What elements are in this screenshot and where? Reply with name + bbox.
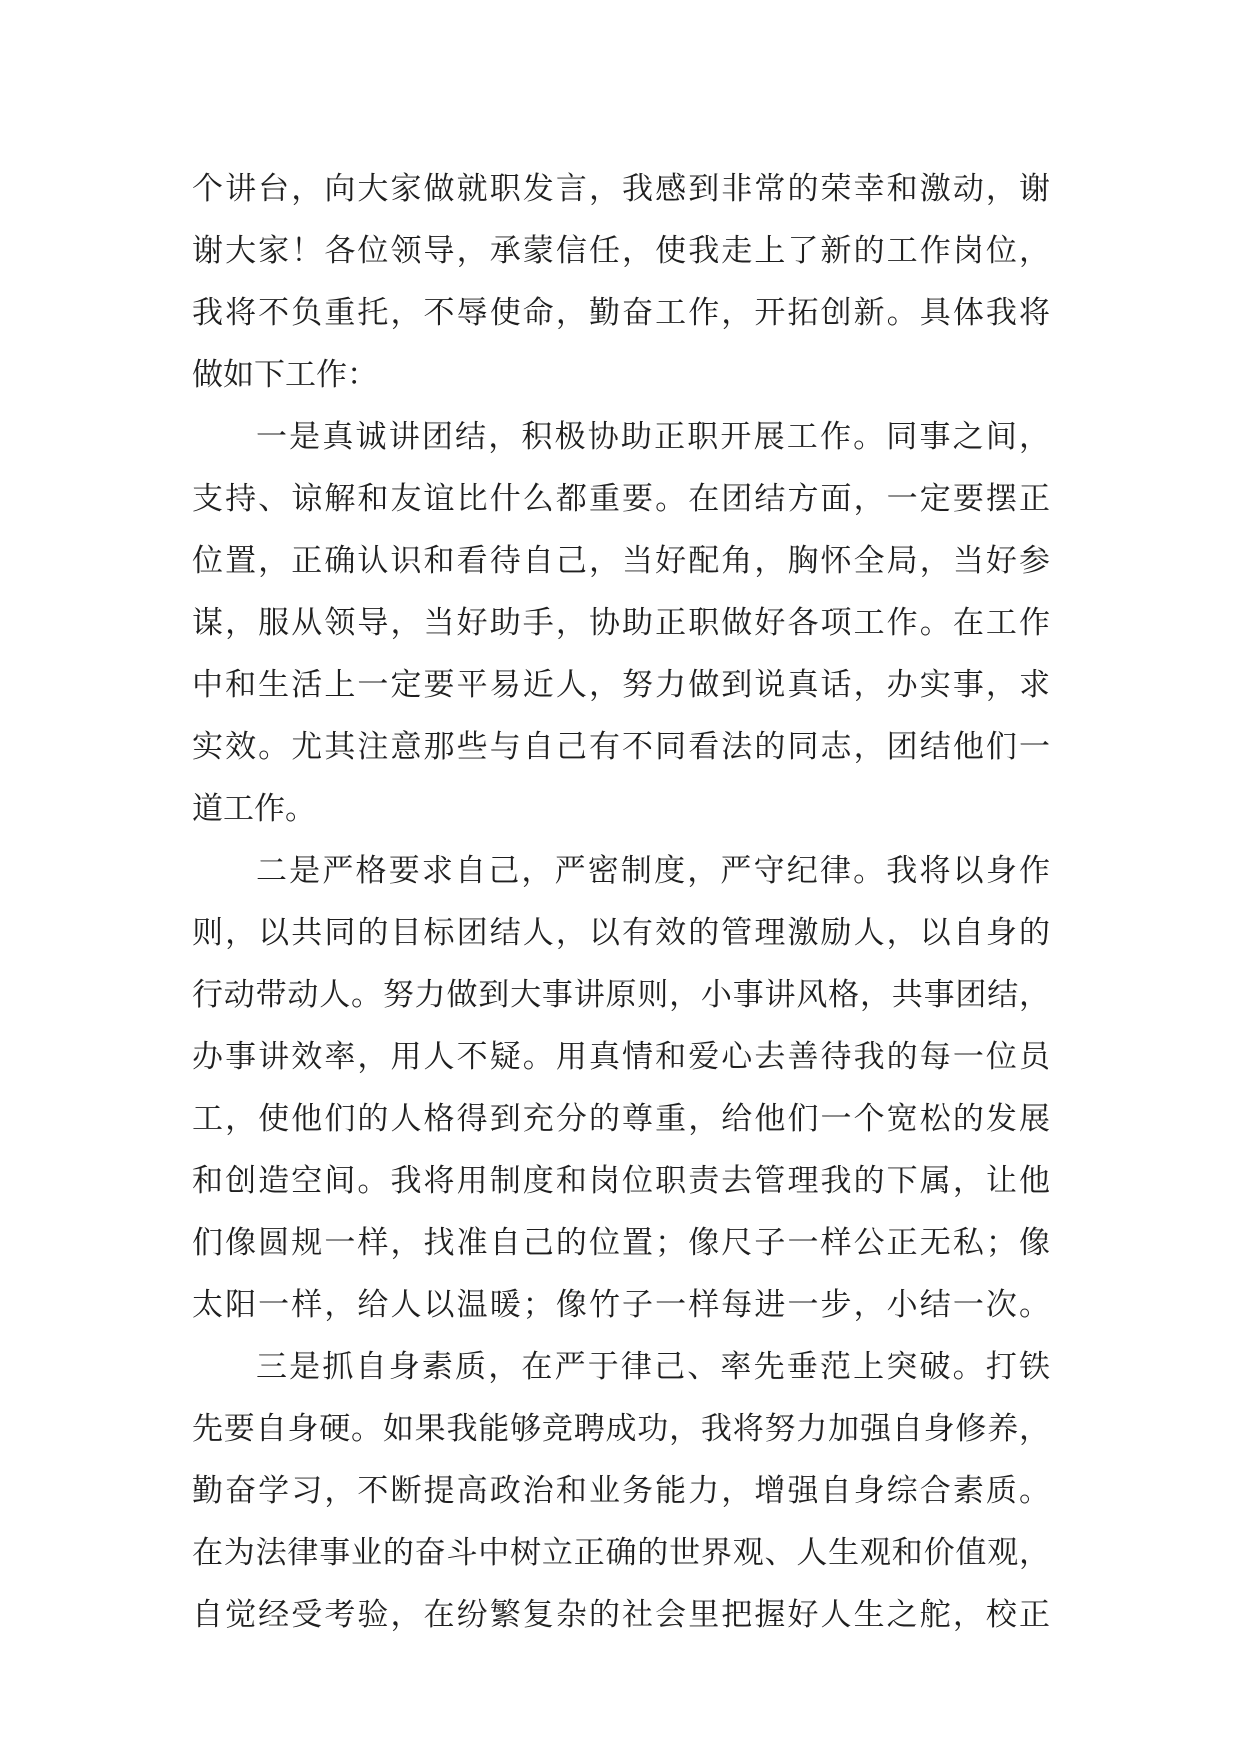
text-line: 谋，服从领导，当好助手，协助正职做好各项工作。在工作	[192, 605, 1050, 641]
text-line: 我将不负重托，不辱使命，勤奋工作，开拓创新。具体我将	[192, 295, 1050, 331]
text-line: 先要自身硬。如果我能够竞聘成功，我将努力加强自身修养，	[192, 1411, 1050, 1447]
paragraph-start-line: 二是严格要求自己，严密制度，严守纪律。我将以身作	[256, 853, 1050, 889]
text-line: 自觉经受考验，在纷繁复杂的社会里把握好人生之舵，校正	[192, 1597, 1050, 1633]
text-line: 太阳一样，给人以温暖；像竹子一样每进一步，小结一次。	[192, 1287, 1050, 1323]
text-line: 勤奋学习，不断提高政治和业务能力，增强自身综合素质。	[192, 1473, 1050, 1509]
document-body	[192, 158, 1050, 1646]
text-line: 个讲台，向大家做就职发言，我感到非常的荣幸和激动，谢	[192, 171, 1050, 207]
paragraph-start-line: 三是抓自身素质，在严于律己、率先垂范上突破。打铁	[256, 1349, 1050, 1385]
text-line: 在为法律事业的奋斗中树立正确的世界观、人生观和价值观，	[192, 1535, 1050, 1571]
text-line: 实效。尤其注意那些与自己有不同看法的同志，团结他们一	[192, 729, 1050, 765]
text-line: 行动带动人。努力做到大事讲原则，小事讲风格，共事团结，	[192, 977, 1050, 1013]
paragraph-start-line: 一是真诚讲团结，积极协助正职开展工作。同事之间，	[256, 419, 1050, 455]
text-line: 和创造空间。我将用制度和岗位职责去管理我的下属，让他	[192, 1163, 1050, 1199]
text-line: 谢大家！各位领导，承蒙信任，使我走上了新的工作岗位，	[192, 233, 1050, 269]
text-line: 工，使他们的人格得到充分的尊重，给他们一个宽松的发展	[192, 1101, 1050, 1137]
text-line: 则，以共同的目标团结人，以有效的管理激励人，以自身的	[192, 915, 1050, 951]
text-line: 们像圆规一样，找准自己的位置；像尺子一样公正无私；像	[192, 1225, 1050, 1261]
text-line: 做如下工作：	[192, 357, 378, 393]
text-line: 道工作。	[192, 791, 316, 827]
text-line: 中和生活上一定要平易近人，努力做到说真话，办实事，求	[192, 667, 1050, 703]
text-line: 支持、谅解和友谊比什么都重要。在团结方面，一定要摆正	[192, 481, 1050, 517]
text-line: 办事讲效率，用人不疑。用真情和爱心去善待我的每一位员	[192, 1039, 1050, 1075]
text-line: 位置，正确认识和看待自己，当好配角，胸怀全局，当好参	[192, 543, 1050, 579]
